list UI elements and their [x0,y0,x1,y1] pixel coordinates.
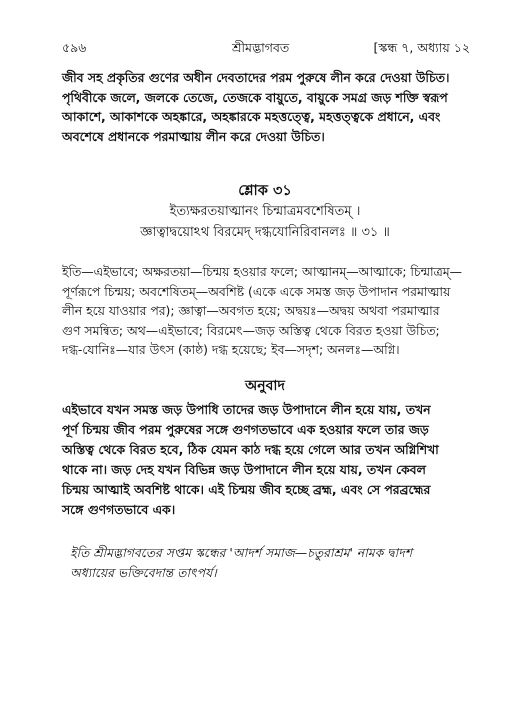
verse-line: জ্ঞাত্বাদ্বয়োঽথ বিরমেদ্ দগ্ধযোনিরিবানলঃ ॥ ৩১ ॥ [140,225,390,240]
closing-line: ইতি শ্রীমদ্ভাগবতের সপ্তম স্কন্ধের 'আদর্শ সমাজ—চতুরাশ্রম' নামক দ্বাদশ [70,545,413,560]
synonyms-line: গুণ সমন্বিত; অথ—এইভাবে; বিরমেৎ—জড় অস্তিত্ব থেকে বিরত হওয়া উচিত; [62,322,440,338]
translation-line: পূর্ণ চিন্ময় জীব পরম পুরুষের সঙ্গে গুণগতভাবে এক হওয়ার ফলে তার জড় [62,422,429,437]
translation-line: সঙ্গে গুণগতভাবে এক। [62,502,176,517]
verse-line: ইত্যক্ষরতয়াত্মানং চিন্মাত্রমবশেষিতম্ । [169,204,361,219]
closing-line: অধ্যায়ের ভক্তিবেদান্ত তাৎপর্য। [70,565,217,580]
synonyms-line: ইতি—এইভাবে; অক্ষরতয়া—চিন্ময় হওয়ার ফলে; আত্মানম্—আত্মাকে; চিন্মাত্রম্— [62,264,463,279]
synonyms-line: পূর্ণরূপে চিন্ময়; অবশেষিতম্—অবশিষ্ট (একে একে সমস্ত জড় উপাদান পরমাত্মায় [62,283,451,299]
intro-paragraph [62,68,468,146]
translation-line: অস্তিত্ব থেকে বিরত হবে, ঠিক যেমন কাঠ দগ্ধ হয়ে গেলে আর তখন অগ্নিশিখা [62,442,439,457]
translation-line: চিন্ময় আত্মাই অবশিষ্ট থাকে। এই চিন্ময় জীব হচ্ছে ব্রহ্ম, এবং সে পরব্রহ্মের [62,482,431,497]
intro-line: আকাশে, আকাশকে অহঙ্কারে, অহঙ্কারকে মহত্তত্ত্বে, মহত্তত্ত্বকে প্রধানে, এবং [62,109,441,124]
page-header [62,40,470,62]
verse-text [62,201,468,243]
intro-line: জীব সহ প্রকৃতির গুণের অধীন দেবতাদের পরম পুরুষে লীন করে দেওয়া উচিত। [62,70,450,85]
synonyms-line: দগ্ধ-যোনিঃ—যার উৎস (কাষ্ঠ) দগ্ধ হয়েছে; ইব—সদৃশ; অনলঃ—অগ্নি। [62,342,400,357]
translation-paragraph [62,400,468,520]
verse-heading: শ্লোক ৩১ [238,183,292,199]
chapter-closing [70,543,468,583]
translation-line: থাকে না। জড় দেহ যখন বিভিন্ন জড় উপাদানে লীন হয়ে যায়, তখন কেবল [62,462,426,477]
synonyms-line: লীন হয়ে যাওয়ার পর); জ্ঞাত্বা—অবগত হয়ে; অদ্বয়ঃ—অদ্বয় অথবা পরমাত্মার [62,303,440,318]
chapter-reference: [স্কন্ধ ৭, অধ্যায় ১২ [373,40,470,55]
translation-line: এইভাবে যখন সমস্ত জড় উপাধি তাদের জড় উপাদানে লীন হয়ে যায়, তখন [62,402,431,417]
intro-line: অবশেষে প্রধানকে পরমাত্মায় লীন করে দেওয়া উচিত। [62,128,325,144]
translation-heading: অনুবাদ [245,378,285,394]
intro-line: পৃথিবীকে জলে, জলকে তেজে, তেজকে বায়ুতে, বায়ুকে সমগ্র জড় শক্তি স্বরূপ [62,89,448,105]
synonyms-paragraph [62,262,468,360]
page-number: ৫৯৬ [62,40,87,55]
book-title: শ্রীমদ্ভাগবত [232,40,290,55]
